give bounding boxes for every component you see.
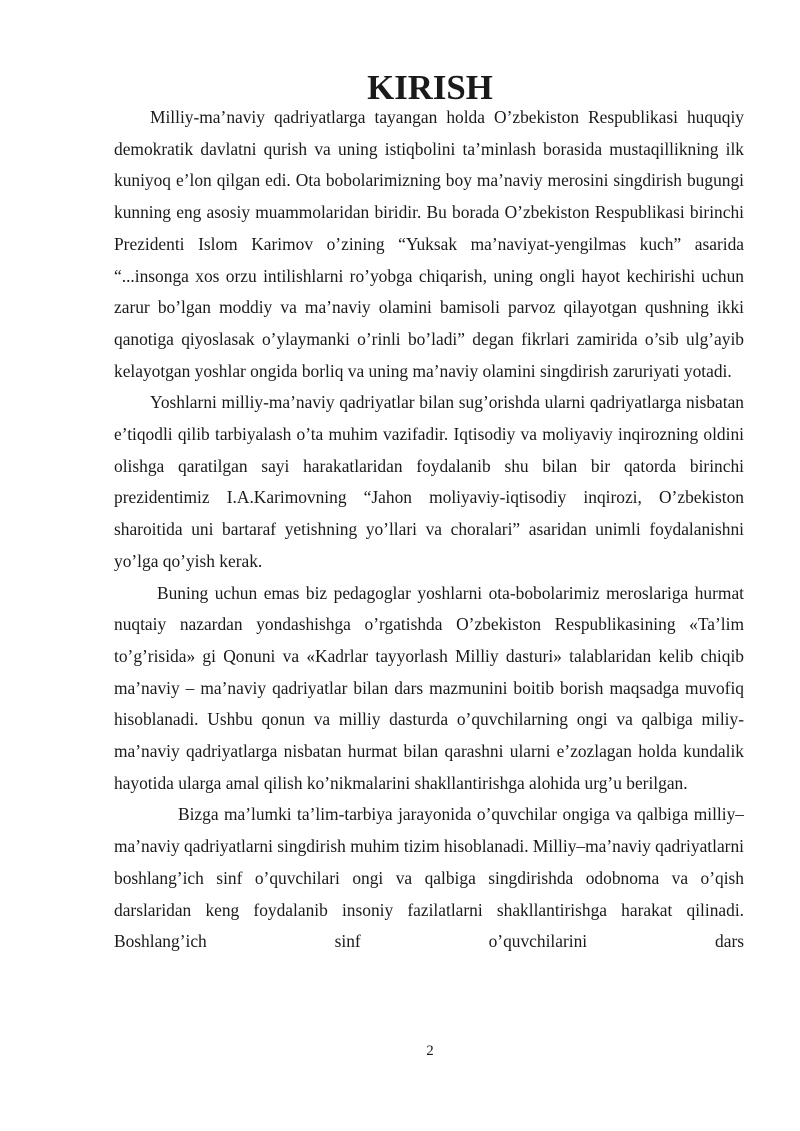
paragraph-3: Buning uchun emas biz pedagoglar yoshlarni ota-bobolarimiz meroslariga hurmat nuqtaiy nazardan yondashishga o’rgatishda O’zbekiston Respublikasining «Ta’lim to’g’risida» gi Qonuni va «Kadrlar tayyorlash Milliy dasturi» talablaridan kelib chiqib ma’naviy – ma’naviy qadriyatlar bilan dars mazmunini boitib borish maqsadga muvofiq hisoblanadi. Ushbu qonun va milliy dasturda o’quvchilarning ongi va qalbiga miliy-ma’naviy qadriyatlarga nisbatan hurmat bilan qarashni ularni e’zozlagan holda kundalik hayotida ularga amal qilish ko’nikmalarini shakllantirishga alohida urg’u berilgan. (114, 582, 744, 793)
paragraph-1: Milliy-ma’naviy qadriyatlarga tayangan holda O’zbekiston Respublikasi huquqiy demokratik davlatni qurish va uning istiqbolini ta’minlash borasida mustaqillikning ilk kuniyoq e’lon qilgan edi. Ota bobolarimizning boy ma’naviy merosini singdirish bugungi kunning eng asosiy muammolaridan biridir. Bu borada O’zbekiston Respublikasi birinchi Prezidenti Islom Karimov o’zining “Yuksak ma’naviyat-yengilmas kuch” asarida “...insonga xos orzu intilishlarni ro’yobga chiqarish, uning ongli hayot kechirishi uchun zarur bo’lgan moddiy va ma’naviy olamini bamisoli parvoz qilayotgan qushning ikki qanotiga qiyoslasak o’ylaymanki o’rinli bo’ladi” degan fikrlari zamirida o’sib ulg’ayib kelayotgan yoshlar ongida borliq va uning ma’naviy olamini singdirish zaruriyati yotadi. (114, 107, 744, 381)
document-body (114, 68, 744, 958)
section-heading: KIRISH (367, 68, 493, 107)
paragraph-2: Yoshlarni milliy-ma’naviy qadriyatlar bilan sug’orishda ularni qadriyatlarga nisbatan e’tiqodli qilib tarbiyalash o’ta muhim vazifadir. Iqtisodiy va moliyaviy inqirozning oldini olishga qaratilgan sayi harakatlaridan foydalanib shu bilan bir qatorda birinchi prezidentimiz I.A.Karimovning “Jahon moliyaviy-iqtisodiy inqirozi, O’zbekiston sharoitida uni bartaraf yetishning yo’llari va choralari” asaridan unimli foydalanishni yo’lga qo’yish kerak. (114, 392, 744, 571)
page-number: 2 (426, 1043, 434, 1059)
paragraph-4: Bizga ma’lumki ta’lim-tarbiya jarayonida o’quvchilar ongiga va qalbiga milliy–ma’naviy qadriyatlarni singdirish muhim tizim hisoblanadi. Milliy–ma’naviy qadriyatlarni boshlang’ich sinf o’quvchilari ongi va qalbiga singdirishda odobnoma va o’qish darslaridan keng foydalanib insoniy fazilatlarni shakllantirishga harakat qilinadi. Boshlang’ich sinf o’quvchilarini dars (114, 804, 744, 952)
